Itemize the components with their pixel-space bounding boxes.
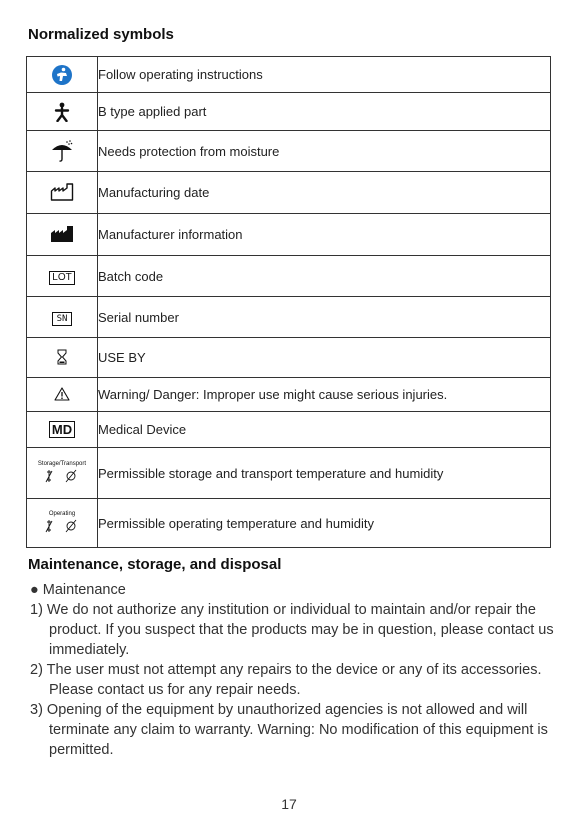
list-item: 1) We do not authorize any institution or individual to maintain and/or repair the product. If you suspect that the products may be in question, please contact us immediately. [30,602,554,658]
follow-instructions-icon [51,64,73,86]
table-row [27,93,551,131]
maintenance-list [30,600,555,760]
serial-number-icon: SN [52,312,73,326]
symbols-table [26,56,551,548]
symbol-description: Manufacturer information [98,214,551,256]
table-row [27,214,551,256]
symbol-description: B type applied part [98,93,551,131]
symbol-description: Manufacturing date [98,172,551,214]
table-row [27,499,551,548]
table-row [27,172,551,214]
symbol-description: Follow operating instructions [98,57,551,93]
moisture-protection-icon [50,139,74,163]
storage-transport-icon [27,461,97,486]
symbol-description: Medical Device [98,412,551,448]
table-row [27,297,551,338]
symbol-description: Batch code [98,256,551,297]
manufacturer-icon [50,225,74,243]
page-number: 17 [281,796,297,812]
symbol-description: Needs protection from moisture [98,131,551,172]
operating-label: Operating [48,510,76,517]
table-row [27,131,551,172]
table-row [27,57,551,93]
lot-icon: LOT [49,271,74,285]
symbol-description: Serial number [98,297,551,338]
table-row [27,256,551,297]
manufacturing-date-icon [50,183,74,201]
temperature-humidity-icon [44,519,80,533]
medical-device-icon: MD [49,421,75,438]
temperature-humidity-icon [44,469,80,483]
list-item: 2) The user must not attempt any repairs to the device or any of its accessories. Please contact us for any repair needs. [30,662,542,698]
symbol-description: Permissible operating temperature and humidity [98,499,551,548]
symbol-description: USE BY [98,338,551,378]
hourglass-icon [57,349,67,365]
storage-transport-label: Storage/Transport [37,460,87,467]
operating-conditions-icon [27,511,97,536]
b-type-applied-part-icon [54,102,70,122]
warning-icon [54,387,70,401]
maintenance-bullet: ● Maintenance [30,582,126,598]
table-row [27,338,551,378]
section-heading-maintenance: Maintenance, storage, and disposal [28,556,282,573]
list-item: 3) Opening of the equipment by unauthorized agencies is not allowed and will terminate any claim to warranty. Warning: No modification of this equipment is permitted. [30,702,548,758]
symbol-description: Permissible storage and transport temperature and humidity [98,448,551,499]
section-heading-symbols: Normalized symbols [28,26,174,43]
table-row [27,412,551,448]
table-row [27,378,551,412]
table-row [27,448,551,499]
symbol-description: Warning/ Danger: Improper use might cause serious injuries. [98,378,551,412]
